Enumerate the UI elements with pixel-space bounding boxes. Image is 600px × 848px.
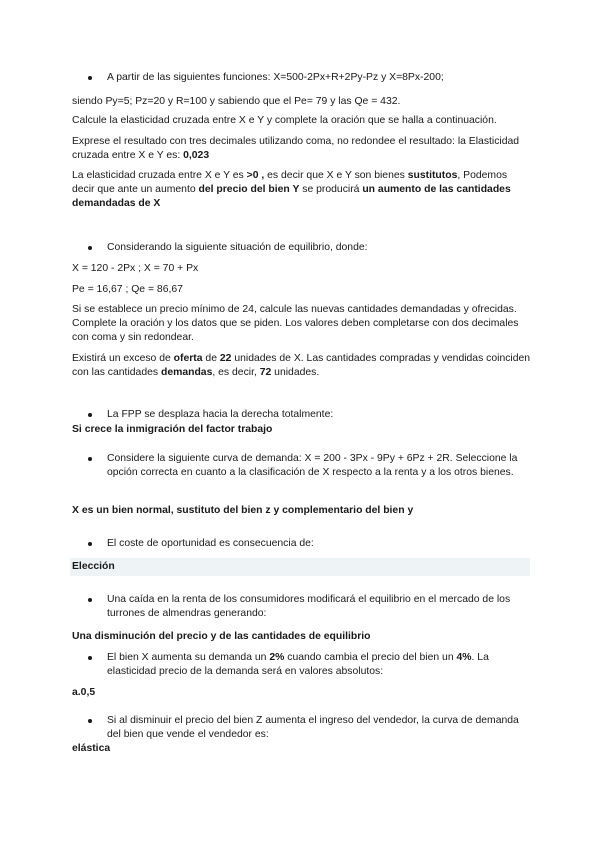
q1-c2: >0 , [246, 170, 265, 181]
bullet-q1 [88, 71, 532, 85]
q1-task: Calcule la elasticidad cruzada entre X e Y y complete la oración que se halla a continuación. [72, 115, 497, 126]
bullet-q7 [88, 651, 532, 679]
q2-a1: Existirá un exceso de [72, 353, 174, 364]
bullet-q4 [88, 452, 532, 480]
bullet-q3 [88, 408, 532, 422]
q7-q4: 4% [456, 652, 472, 663]
bullet-q2 [88, 241, 532, 255]
q2-equations: X = 120 - 2Px ; X = 70 + Px [72, 263, 199, 274]
bullet-dot-icon [88, 457, 92, 461]
q7-q1: El bien X aumenta su demanda un [107, 652, 270, 663]
bullet-q6 [88, 593, 532, 621]
q2-a7: , es decir, [212, 367, 260, 379]
q1-c3: es decir que X e Y son bienes [264, 170, 408, 181]
q7-answer: a.0,5 [72, 687, 96, 698]
q3-answer: Si crece la inmigración del factor trabajo [72, 424, 273, 435]
q1-instruction-text: Exprese el resultado con tres decimales utilizando coma, no redondee el resultado: la Elasticidad cruzada entre X e Y es: [72, 136, 520, 162]
q2-a8: 72 [259, 367, 272, 379]
q1-c8: un aumento de las cantidades demandadas de X [72, 184, 511, 210]
q5-answer: Elección [70, 558, 530, 576]
q2-a3: de [202, 353, 220, 364]
q2-a6: demandas [160, 367, 213, 379]
bullet-dot-icon [88, 656, 92, 660]
bullet-q8 [88, 714, 532, 742]
q8-question: Si al disminuir el precio del bien Z aumenta el ingreso del vendedor, la curva de demanda del bien que vende el vendedor es: [107, 715, 519, 741]
q4-answer: X es un bien normal, sustituto del bien z y complementario del bien y [72, 505, 414, 516]
q2-a9: unidades. [271, 367, 320, 379]
bullet-dot-icon [88, 719, 92, 723]
q2-task: Si se establece un precio mínimo de 24, calcule las nuevas cantidades demandadas y ofrecidas. Complete la oración y los datos que se piden. Los valores deben completarse con dos decimales con coma y sin redondear. [72, 304, 519, 344]
bullet-dot-icon [88, 598, 92, 602]
q3-question: La FPP se desplaza hacia la derecha totalmente: [107, 409, 334, 420]
q8-answer: elástica [72, 743, 111, 754]
q2-a2: oferta [173, 353, 203, 364]
q7-q2: 2% [269, 652, 285, 663]
q7-q5: . La elasticidad precio de la demanda será en valores absolutos: [107, 652, 489, 678]
bullet-dot-icon [88, 246, 92, 250]
bullet-dot-icon [88, 542, 92, 546]
q1-instruction [72, 135, 532, 163]
q2-answer [72, 352, 532, 380]
q1-answer: 0,023 [183, 150, 210, 162]
q5-question: El coste de oportunidad es consecuencia de: [107, 538, 314, 549]
q1-c5: , Podemos decir que ante un aumento [72, 170, 508, 196]
q2-a4: 22 [219, 353, 232, 364]
q1-c1: La elasticidad cruzada entre X e Y es [72, 170, 247, 181]
bullet-dot-icon [88, 76, 92, 80]
q2-a5: unidades de X. Las cantidades compradas y vendidas coinciden con las cantidades [72, 353, 531, 379]
q6-question: Una caída en la renta de los consumidores modificará el equilibrio en el mercado de los turrones de almendras generando: [107, 594, 511, 620]
q1-c7: se producirá [299, 184, 363, 196]
q2-equilibrium: Pe = 16,67 ; Qe = 86,67 [72, 284, 183, 295]
q7-q3: cuando cambia el precio del bien un [284, 652, 457, 663]
q1-c6: del precio del bien Y [198, 184, 300, 196]
q1-given: siendo Py=5; Pz=20 y R=100 y sabiendo que el Pe= 79 y las Qe = 432. [72, 96, 401, 107]
bullet-q5 [88, 537, 532, 551]
q1-conclusion [72, 169, 532, 212]
q4-question: Considere la siguiente curva de demanda: X = 200 - 3Px - 9Py + 6Pz + 2R. Seleccione la opción correcta en cuanto a la clasificación de X respecto a la renta y a los otros bienes. [107, 453, 518, 479]
q2-intro: Considerando la siguiente situación de equilibrio, donde: [107, 242, 368, 253]
q6-answer: Una disminución del precio y de las cantidades de equilibrio [72, 631, 371, 642]
q1-intro: A partir de las siguientes funciones: X=500-2Px+R+2Py-Pz y X=8Px-200; [107, 72, 444, 83]
q7-question [107, 651, 532, 679]
q1-c4: sustitutos [407, 170, 458, 181]
bullet-dot-icon [88, 413, 92, 417]
